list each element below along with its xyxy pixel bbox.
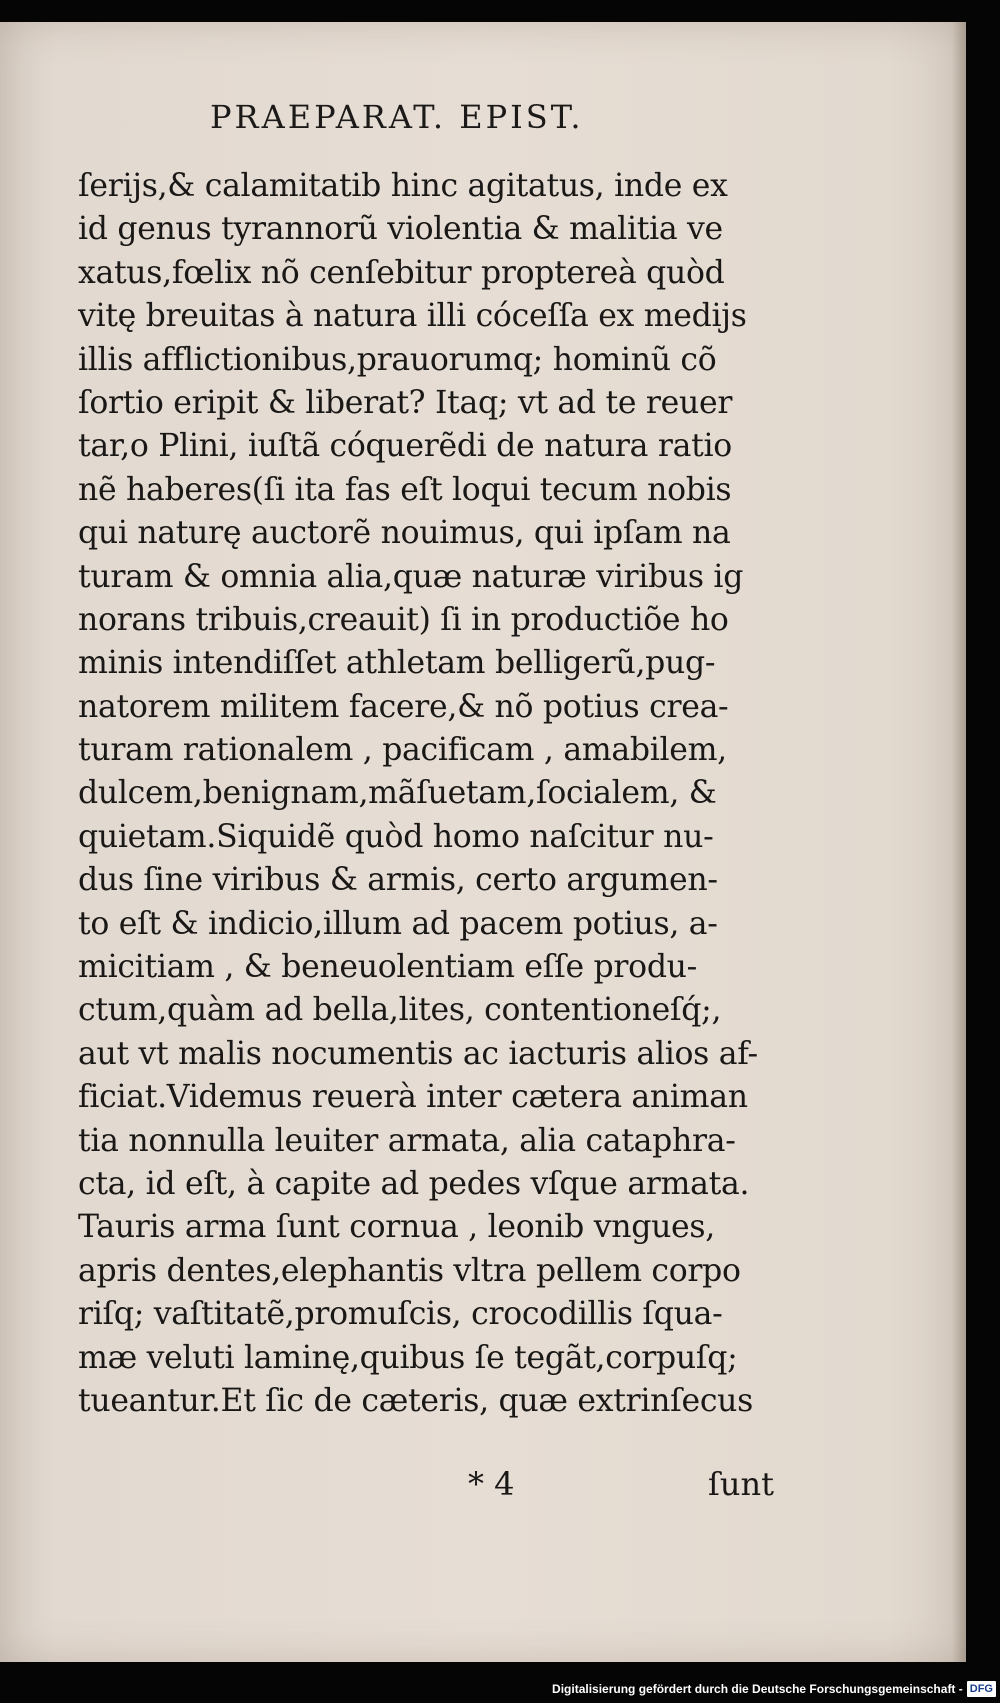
text-line: tueantur.Et ſic de cæteris, quæ extrinſecus [78, 1382, 754, 1419]
text-line: illis afflictionibus,prauorumq; hominũ cõ [78, 341, 717, 378]
text-line: nẽ haberes(ſi ita fas eſt loqui tecum nobis [78, 471, 732, 508]
signature-mark: * 4 [468, 1465, 515, 1503]
text-line: ſortio eripit & liberat? Itaq; vt ad te reuer [78, 384, 733, 421]
text-line: natorem militem facere,& nõ potius crea- [78, 688, 729, 725]
text-line: cta, id eſt, à capite ad pedes vſque armata. [78, 1165, 750, 1202]
catchline [0, 1465, 966, 1509]
text-line: tia nonnulla leuiter armata, alia cataphra- [78, 1122, 736, 1159]
text-line: id genus tyrannorũ violentia & malitia ve [78, 211, 723, 248]
text-line: vitę breuitas à natura illi cóceſſa ex medijs [78, 298, 747, 335]
text-line: qui naturę auctorẽ nouimus, qui ipſam na [78, 515, 731, 552]
text-line: riſq; vaſtitatẽ,promuſcis, crocodillis ſqua- [78, 1296, 723, 1333]
text-line: Tauris arma ſunt cornua , leonib vngues, [78, 1209, 715, 1246]
book-page [0, 22, 966, 1662]
running-head: PRAEPARAT. EPIST. [210, 98, 584, 136]
text-line: turam & omnia alia,quæ naturæ viribus ig [78, 558, 744, 595]
text-line: quietam.Siquidẽ quòd homo naſcitur nu- [78, 818, 714, 855]
text-line: ctum,quàm ad bella,lites, contentioneſq́;, [78, 992, 722, 1029]
text-line: apris dentes,elephantis vltra pellem corpo [78, 1252, 741, 1289]
text-line: ſerijs,& calamitatib hinc agitatus, inde ex [78, 168, 728, 204]
text-line: norans tribuis,creauit) ſi in productiõe ho [78, 601, 729, 638]
text-line: minis intendiſſet athletam belligerũ,pug- [78, 645, 716, 682]
text-line: micitiam , & beneuolentiam eſſe produ- [78, 949, 698, 986]
catchword: ſunt [708, 1465, 774, 1503]
text-line: to eſt & indicio,illum ad pacem potius, a- [78, 905, 718, 942]
text-line: mæ veluti laminę,quibus ſe tegãt,corpuſq; [78, 1339, 738, 1376]
text-block [78, 165, 778, 1423]
text-line: aut vt malis nocumentis ac iacturis alios af- [78, 1035, 758, 1072]
funding-credit: Digitalisierung gefördert durch die Deutsche Forschungsgemeinschaft - [552, 1682, 963, 1696]
dfg-logo-icon: DFG [967, 1681, 996, 1697]
text-line: dulcem,benignam,mãſuetam,ſocialem, & [78, 775, 717, 812]
text-line: turam rationalem , pacificam , amabilem, [78, 732, 727, 769]
text-line: xatus,fœlix nõ cenſebitur proptereà quòd [78, 254, 725, 291]
text-line: ficiat.Videmus reuerà inter cætera animan [78, 1079, 748, 1116]
digitization-footer [552, 1677, 996, 1701]
text-line: tar,o Plini, iuſtã cóquerẽdi de natura ratio [78, 428, 732, 465]
text-line: dus ſine viribus & armis, certo argumen- [78, 862, 718, 899]
page-edge-shadow [952, 22, 966, 1662]
